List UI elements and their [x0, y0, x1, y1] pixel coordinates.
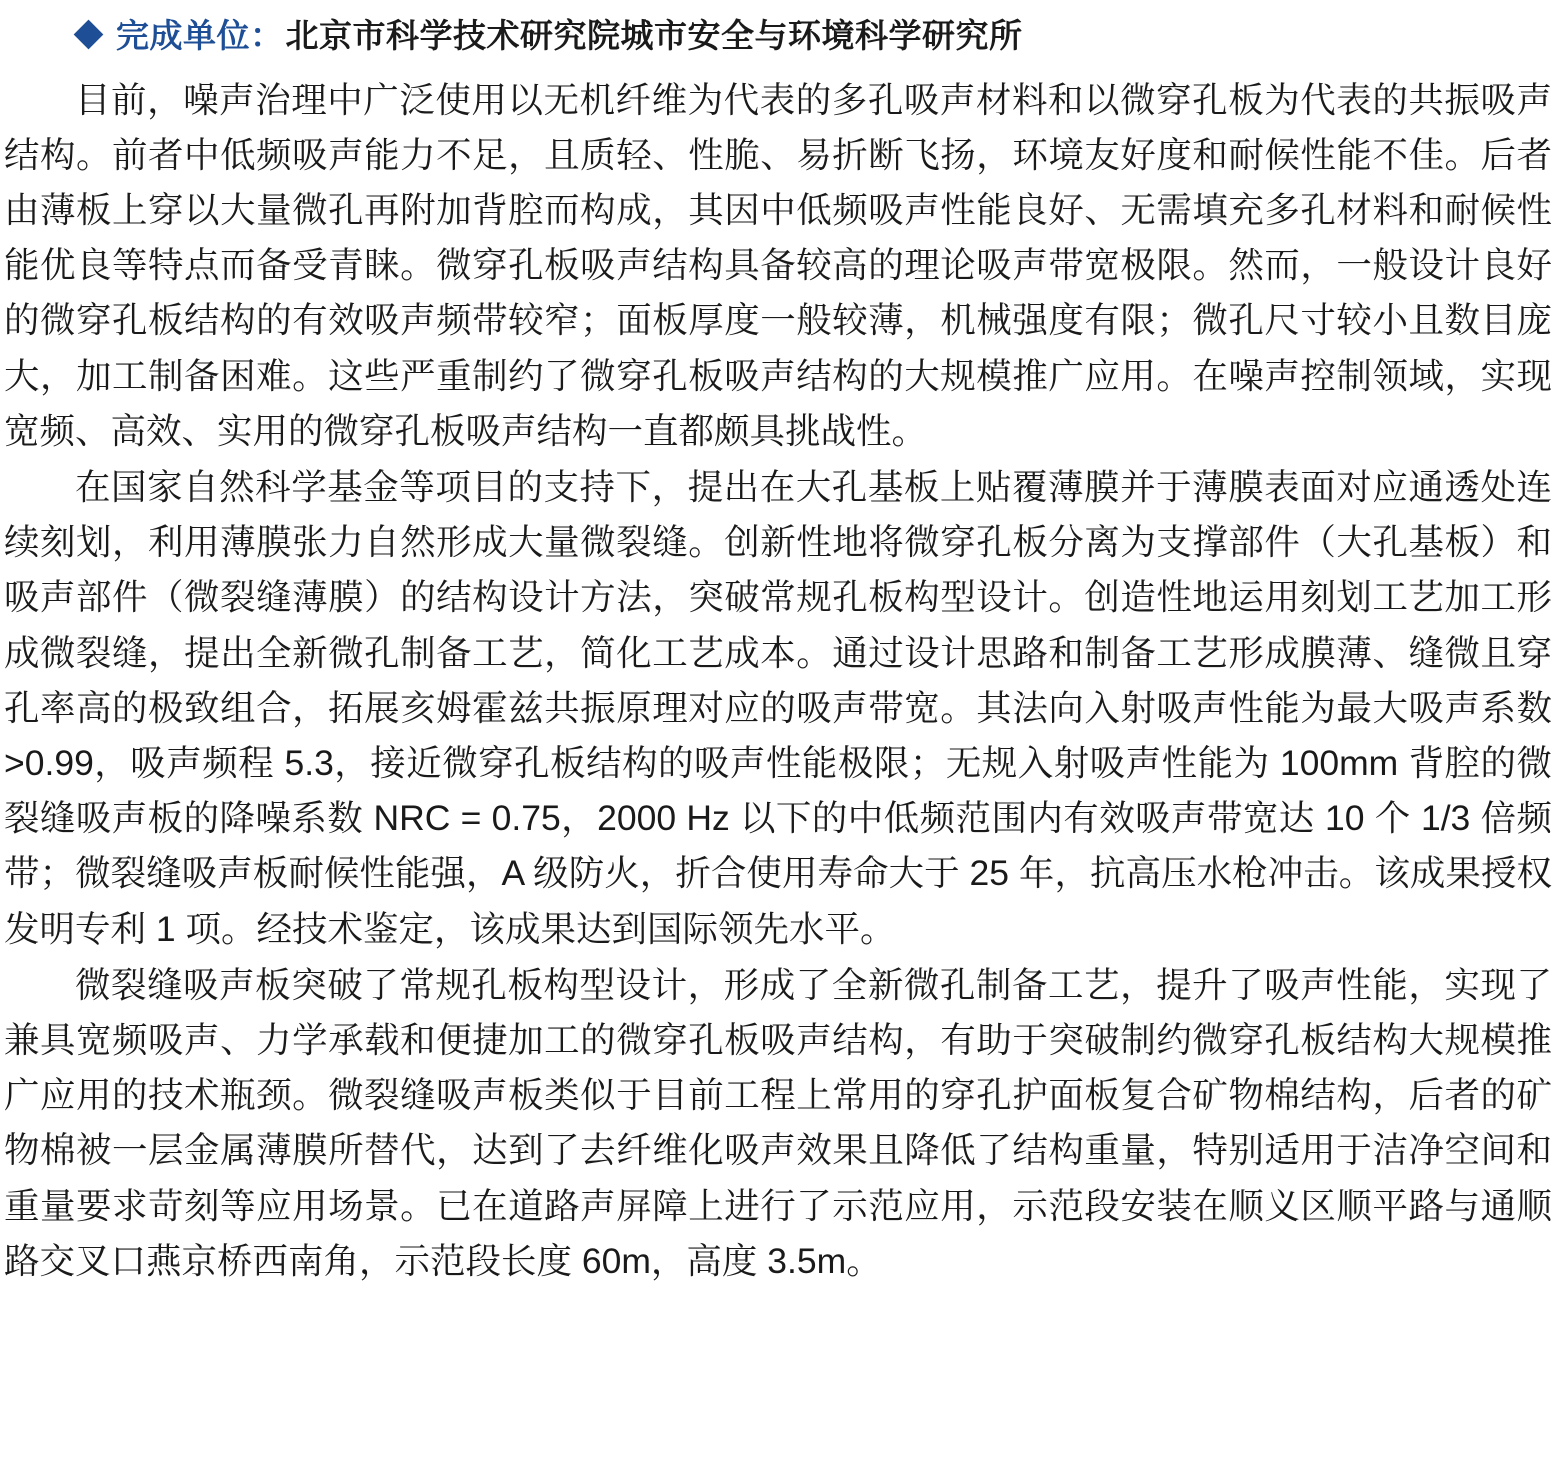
completion-unit-header — [0, 0, 1556, 59]
paragraph-3: 微裂缝吸声板突破了常规孔板构型设计，形成了全新微孔制备工艺，提升了吸声性能，实现了兼具宽频吸声、力学承载和便捷加工的微穿孔板吸声结构，有助于突破制约微穿孔板结构大规模推广应用的技术瓶颈。微裂缝吸声板类似于目前工程上常用的穿孔护面板复合矿物棉结构，后者的矿物棉被一层金属薄膜所替代，达到了去纤维化吸声效果且降低了结构重量，特别适用于洁净空间和重量要求苛刻等应用场景。已在道路声屏障上进行了示范应用，示范段安装在顺义区顺平路与通顺路交叉口燕京桥西南角，示范段长度 60m，高度 3.5m。 — [4, 964, 1552, 1281]
diamond-bullet-icon — [74, 20, 104, 50]
paragraph-2: 在国家自然科学基金等项目的支持下，提出在大孔基板上贴覆薄膜并于薄膜表面对应通透处连续刻划，利用薄膜张力自然形成大量微裂缝。创新性地将微穿孔板分离为支撑部件（大孔基板）和吸声部件（微裂缝薄膜）的结构设计方法，突破常规孔板构型设计。创造性地运用刻划工艺加工形成微裂缝，提出全新微孔制备工艺，简化工艺成本。通过设计思路和制备工艺形成膜薄、缝微且穿孔率高的极致组合，拓展亥姆霍兹共振原理对应的吸声带宽。其法向入射吸声性能为最大吸声系数 >0.99，吸声频程 5.3，接近微穿孔板结构的吸声性能极限；无规入射吸声性能为 100mm 背腔的微裂缝吸声板的降噪系数 NRC = 0.75，2000 Hz 以下的中低频范围内有效吸声带宽达 10 个 1/3 倍频带；微裂缝吸声板耐候性能强，A 级防火，折合使用寿命大于 25 年，抗高压水枪冲击。该成果授权发明专利 1 项。经技术鉴定，该成果达到国际领先水平。 — [4, 466, 1552, 949]
completion-unit-value: 北京市科学技术研究院城市安全与环境科学研究所 — [285, 17, 1023, 54]
paragraph-1: 目前，噪声治理中广泛使用以无机纤维为代表的多孔吸声材料和以微穿孔板为代表的共振吸声结构。前者中低频吸声能力不足，且质轻、性脆、易折断飞扬，环境友好度和耐候性能不佳。后者由薄板上穿以大量微孔再附加背腔而构成，其因中低频吸声性能良好、无需填充多孔材料和耐候性能优良等特点而备受青睐。微穿孔板吸声结构具备较高的理论吸声带宽极限。然而，一般设计良好的微穿孔板结构的有效吸声频带较窄；面板厚度一般较薄，机械强度有限；微孔尺寸较小且数目庞大，加工制备困难。这些严重制约了微穿孔板吸声结构的大规模推广应用。在噪声控制领域，实现宽频、高效、实用的微穿孔板吸声结构一直都颇具挑战性。 — [4, 79, 1552, 451]
completion-unit-label: 完成单位： — [116, 17, 284, 54]
body-copy — [0, 59, 1556, 1289]
